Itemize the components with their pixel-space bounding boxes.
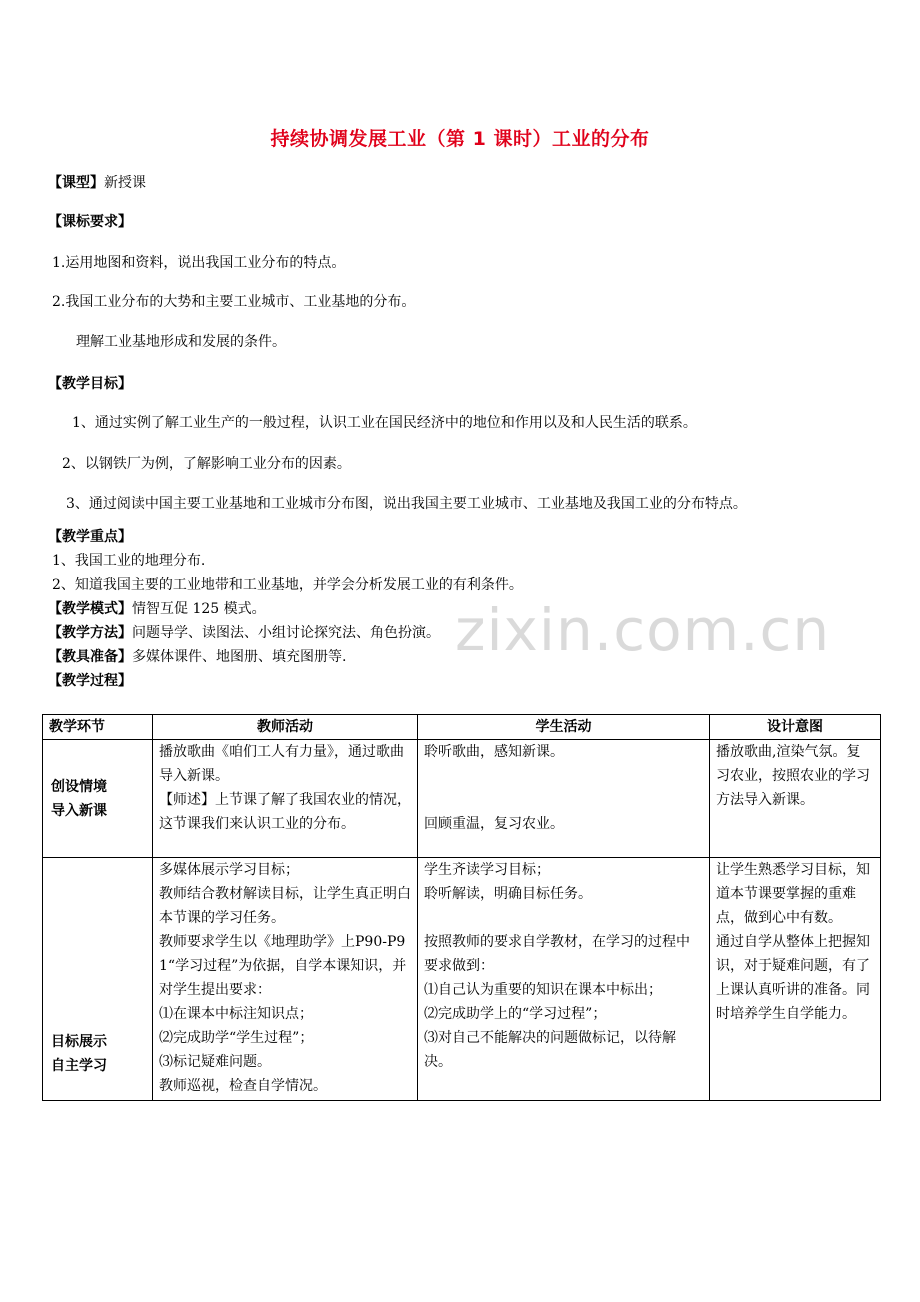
objective-item: 1、通过实例了解工业生产的一般过程，认识工业在国民经济中的地位和作用以及和人民生活的联系。 bbox=[72, 415, 697, 431]
teaching-process-table bbox=[42, 714, 881, 1101]
table-row bbox=[43, 740, 881, 858]
mode-value: 情智互促 125 模式。 bbox=[132, 601, 266, 617]
methods-value: 问题导学、读图法、小组讨论探究法、角色扮演。 bbox=[132, 625, 440, 641]
objective-item: 2、以钢铁厂为例，了解影响工业分布的因素。 bbox=[62, 456, 351, 472]
student-text: ⑶对自己不能解决的问题做标记，以待解决。 bbox=[424, 1030, 676, 1070]
intent-cell bbox=[710, 740, 881, 858]
header-student: 学生活动 bbox=[418, 715, 710, 740]
student-cell bbox=[418, 740, 710, 858]
teacher-cell bbox=[153, 858, 418, 1101]
student-text: 按照教师的要求自学教材，在学习的过程中要求做到： bbox=[424, 934, 690, 974]
standard-item: 2.我国工业分布的大势和主要工业城市、工业基地的分布。 bbox=[52, 294, 416, 310]
mode-label: 【教学模式】 bbox=[48, 601, 132, 617]
methods-label: 【教学方法】 bbox=[48, 625, 132, 641]
tools-value: 多媒体课件、地图册、填充图册等. bbox=[132, 649, 347, 665]
standard-item: 1.运用地图和资料，说出我国工业分布的特点。 bbox=[52, 255, 346, 271]
stage-label: 目标展示 bbox=[51, 1034, 107, 1050]
key-point-item: 2、知道我国主要的工业地带和工业基地，并学会分析发展工业的有利条件。 bbox=[52, 577, 523, 593]
lesson-type-line bbox=[48, 172, 146, 192]
standard-item: 理解工业基地形成和发展的条件。 bbox=[76, 334, 286, 350]
intent-cell bbox=[710, 858, 881, 1101]
teacher-text: ⑶标记疑难问题。 bbox=[159, 1054, 271, 1070]
lesson-type-label: 【课型】 bbox=[48, 175, 104, 191]
student-text: 聆听歌曲，感知新课。 bbox=[424, 744, 564, 760]
teacher-text: 教师要求学生以《地理助学》上P90-P91“学习过程”为依据，自学本课知识，并对学生提出要求： bbox=[159, 934, 407, 998]
methods-line bbox=[48, 622, 440, 642]
intent-text: 通过自学从整体上把握知识，对于疑难问题，有了上课认真听讲的准备。同时培养学生自学能力。 bbox=[716, 934, 870, 1022]
student-text: ⑵完成助学上的“学习过程”； bbox=[424, 1006, 607, 1022]
tools-line bbox=[48, 646, 346, 666]
teacher-text: ⑵完成助学“学生过程”； bbox=[159, 1030, 314, 1046]
stage-cell bbox=[43, 858, 153, 1101]
table-header-row bbox=[43, 715, 881, 740]
stage-label: 导入新课 bbox=[51, 802, 107, 819]
intent-text: 播放歌曲,渲染气氛。复习农业，按照农业的学习方法导入新课。 bbox=[716, 744, 870, 808]
teacher-text: 多媒体展示学习目标； bbox=[159, 862, 299, 878]
teacher-text: 教师结合教材解读目标，让学生真正明白本节课的学习任务。 bbox=[159, 886, 411, 926]
teacher-cell bbox=[153, 740, 418, 858]
teacher-text: 播放歌曲《咱们工人有力量》，通过歌曲导入新课。 bbox=[159, 744, 404, 784]
page-title: 持续协调发展工业（第 1 课时）工业的分布 bbox=[270, 128, 650, 150]
teacher-text: ⑴在课本中标注知识点； bbox=[159, 1006, 313, 1022]
teacher-text: 教师巡视，检查自学情况。 bbox=[159, 1078, 327, 1094]
header-stage: 教学环节 bbox=[43, 715, 153, 740]
table-row bbox=[43, 858, 881, 1101]
stage-label: 创设情境 bbox=[51, 778, 107, 795]
intent-text: 让学生熟悉学习目标，知道本节课要掌握的重难点，做到心中有数。 bbox=[716, 862, 870, 926]
watermark: zixin.com.cn bbox=[455, 596, 831, 664]
header-teacher: 教师活动 bbox=[153, 715, 418, 740]
student-cell bbox=[418, 858, 710, 1101]
standards-heading: 【课标要求】 bbox=[48, 214, 132, 230]
student-text: 学生齐读学习目标； bbox=[424, 862, 550, 878]
stage-label: 自主学习 bbox=[51, 1058, 107, 1074]
header-intent: 设计意图 bbox=[710, 715, 881, 740]
key-point-item: 1、我国工业的地理分布. bbox=[52, 553, 206, 569]
lesson-type-value: 新授课 bbox=[104, 175, 146, 191]
objective-item: 3、通过阅读中国主要工业基地和工业城市分布图，说出我国主要工业城市、工业基地及我国工业的分布特点。 bbox=[66, 496, 747, 512]
key-points-heading: 【教学重点】 bbox=[48, 529, 132, 545]
student-text: 聆听解读，明确目标任务。 bbox=[424, 886, 592, 902]
tools-label: 【教具准备】 bbox=[48, 649, 132, 665]
process-heading: 【教学过程】 bbox=[48, 673, 132, 689]
teacher-text: 【师述】上节课了解了我国农业的情况，这节课我们来认识工业的分布。 bbox=[159, 792, 411, 832]
mode-line bbox=[48, 598, 266, 618]
student-text: 回顾重温，复习农业。 bbox=[424, 816, 564, 832]
stage-cell bbox=[43, 740, 153, 858]
student-text: ⑴自己认为重要的知识在课本中标出； bbox=[424, 982, 662, 998]
objectives-heading: 【教学目标】 bbox=[48, 376, 132, 392]
